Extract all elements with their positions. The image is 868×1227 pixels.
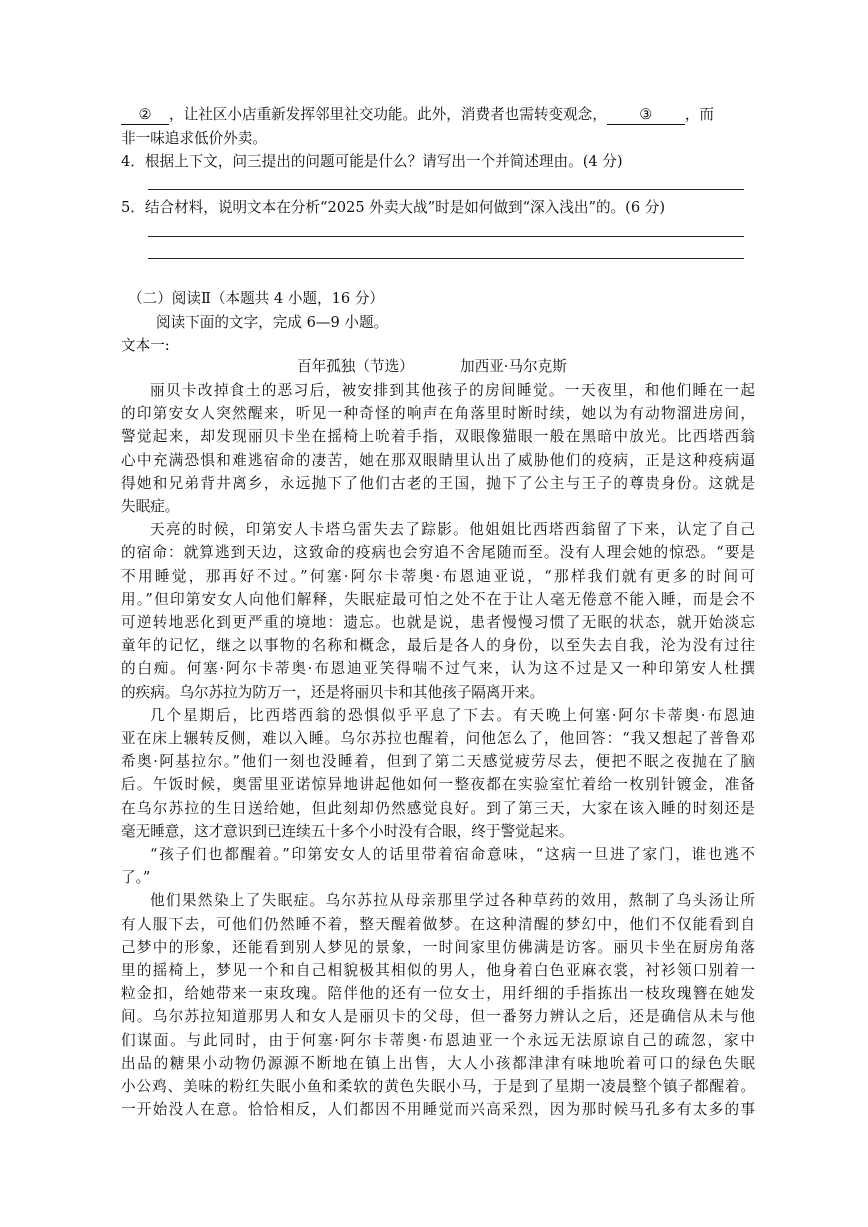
body-line: 几个星期后，比西塔西翁的恐惧似乎平息了下去。有天晚上何塞·阿尔卡蒂奥·布恩迪: [150, 706, 755, 724]
fill-text-a: ，让社区小店重新发挥邻里社交功能。此外，消费者也需转变观念，: [169, 106, 607, 123]
blank-3: ③: [607, 106, 685, 125]
fill-continuation: 非一味追求低价外卖。: [121, 130, 267, 147]
body-line: 的疾病。乌尔苏拉为防万一，还是将丽贝卡和其他孩子隔离开来。: [121, 683, 545, 701]
body-line: 粒金扣，给她带来一束玫瑰。陪伴他的还有一位女士，用纤细的手指拣出一枝玫瑰簪在她发: [121, 985, 755, 1003]
answer-line-q5-2: [148, 258, 744, 259]
body-line: 可逆转地恶化到更严重的境地：遗忘。也就是说，患者慢慢习惯了无眠的状态，就开始淡忘: [121, 614, 755, 631]
body-line: 们谋面。与此同时，由于何塞·阿尔卡蒂奥·布恩迪亚一个永远无法原谅自己的疏忽，家中: [121, 1031, 755, 1049]
body-line: 毫无睡意，这才意识到已连续五十多个小时没有合眼，终于警觉起来。: [121, 822, 574, 840]
blank-2: ②: [121, 106, 169, 125]
instruction: 阅读下面的文字，完成 6—9 小题。: [156, 314, 389, 331]
body-line: 警觉起来，却发现丽贝卡坐在摇椅上吮着手指，双眼像猫眼一般在黑暗中放光。比西塔西翁: [121, 428, 755, 446]
body-line: 他们果然染上了失眠症。乌尔苏拉从母亲那里学过各种草药的效用，熬制了乌头汤让所: [150, 892, 755, 910]
body-line: 后。午饭时候，奥雷里亚诺惊异地讲起他如何一整夜都在实验室忙着给一枚别针镀金，准备: [121, 776, 755, 794]
body-line: 天亮的时候，印第安人卡塔乌雷失去了踪影。他姐姐比西塔西翁留了下来，认定了自己: [150, 521, 755, 539]
author: 加西亚·马尔克斯: [460, 358, 567, 375]
text-label: 文本一:: [121, 337, 170, 354]
body-line: 己梦中的形象，还能看到别人梦见的景象，一时间家里仿佛满是访客。丽贝卡坐在厨房角落: [121, 938, 755, 956]
body-line: 童年的记忆，继之以事物的名称和概念，最后是各人的身份，以至失去自我，沦为没有过往: [121, 637, 755, 655]
body-line: 丽贝卡改掉食土的恶习后，被安排到其他孩子的房间睡觉。一天夜里，和他们睡在一起: [150, 382, 755, 399]
body-line: 用。”但印第安女人向他们解释，失眠症最可怕之处不在于让人毫无倦意不能入睡，而是会不: [121, 590, 755, 608]
body-line: 希奥·阿基拉尔。”他们一刻也没睡着，但到了第二天感觉疲劳尽去，便把不眠之夜抛在了脑: [121, 753, 755, 771]
body-line: 间。乌尔苏拉知道那男人和女人是丽贝卡的父母，但一番努力辨认之后，还是确信从未与他: [121, 1008, 755, 1026]
body-line: 心中充满恐惧和难逃宿命的凄苦，她在那双眼睛里认出了威胁他们的疫病，正是这种疫病逼: [121, 451, 755, 469]
body-line: 小公鸡、美味的粉红失眠小鱼和柔软的黄色失眠小马，于是到了星期一凌晨整个镇子都醒着。: [121, 1078, 755, 1095]
work-title: 百年孤独（节选）: [297, 358, 414, 375]
body-line: 的白痴。何塞·阿尔卡蒂奥·布恩迪亚笑得喘不过气来，认为这不过是又一种印第安人杜撰: [121, 660, 755, 678]
body-line: 得她和兄弟背井离乡，永远抛下了他们古老的王国，抛下了公主与王子的尊贵身份。这就是: [121, 474, 755, 492]
body-line: 有人服下去，可他们仍然睡不着，整天醒着做梦。在这种清醒的梦幻中，他们不仅能看到自: [121, 915, 755, 933]
fill-text-b: ，而: [684, 106, 715, 123]
body-line: 失眠症。: [121, 498, 180, 515]
question-4: 4．根据上下文，问三提出的问题可能是什么？请写出一个并简述理由。(4 分): [121, 153, 623, 170]
answer-line-q4: [148, 189, 744, 190]
body-line: 了。”: [121, 869, 151, 887]
body-line: 的印第安女人突然醒来，听见一种奇怪的响声在角落里时断时续，她以为有动物溜进房间，: [121, 405, 755, 423]
question-5: 5．结合材料，说明文本在分析“2025 外卖大战”时是如何做到“深入浅出”的。(6 分): [121, 199, 666, 216]
body-line: 不用睡觉，那再好不过。”何塞·阿尔卡蒂奥·布恩迪亚说，“那样我们就有更多的时间可: [121, 567, 755, 585]
fill-blank-line: [121, 103, 714, 127]
body-line: 出品的糖果小动物仍源源不断地在镇上出售，大人小孩都津津有味地吮着可口的绿色失眠: [121, 1054, 755, 1072]
body-line: 的宿命：就算逃到天边，这致命的疫病也会穷追不舍尾随而至。没有人理会她的惊恐。“要是: [121, 544, 755, 562]
body-line: “孩子们也都醒着。”印第安女人的话里带着宿命意味，“这病一旦进了家门，谁也逃不: [150, 846, 755, 863]
body-line: 亚在床上辗转反侧，难以入睡。乌尔苏拉也醒着，问他怎么了，他回答：“我又想起了普鲁邓: [121, 730, 755, 747]
body-line: 在乌尔苏拉的生日送给她，但此刻却仍然感觉良好。到了第三天，大家在该入睡的时刻还是: [121, 799, 755, 817]
body-line: 里的摇椅上，梦见一个和自己相貌极其相似的男人，他身着白色亚麻衣裳，衬衫领口别着一: [121, 962, 755, 979]
answer-line-q5-1: [148, 236, 744, 237]
body-line: 一开始没人在意。恰恰相反，人们都因不用睡觉而兴高采烈，因为那时候马孔多有太多的事: [121, 1101, 755, 1119]
section-title: （二）阅读Ⅱ（本题共 4 小题，16 分）: [128, 290, 385, 307]
